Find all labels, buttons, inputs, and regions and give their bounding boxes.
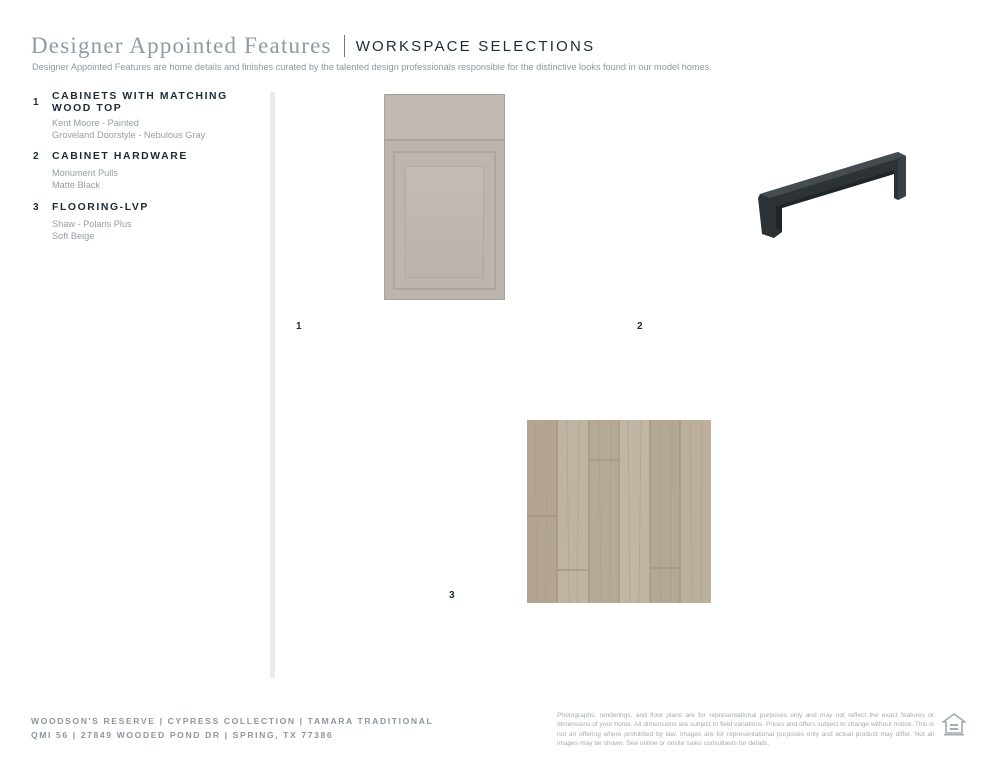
- feature-item: [33, 202, 265, 242]
- disclaimer: Photographs, renderings, and floor plans are for representational purposes only and may not reflect the exact features or dimensions of your home. All dimensions are subject to field variations. Prices and offers subject to change without notice. This is not an offering where prohibited by law. Images are for representational purposes only and actual product may differ. Not all images may be shown. See online or onsite sales consultants for details.: [557, 712, 934, 747]
- feature-number: 2: [33, 151, 39, 162]
- feature-title: FLOORING-LVP: [52, 202, 149, 213]
- feature-detail: Matte Black: [52, 180, 100, 190]
- community-info: [31, 715, 433, 742]
- flooring-swatch: [527, 420, 711, 603]
- title-divider: [344, 35, 345, 57]
- feature-detail: Soft Beige: [52, 231, 95, 241]
- cabinet-door-frame: [393, 151, 496, 290]
- image-label: 1: [296, 321, 302, 332]
- feature-item: [33, 151, 265, 191]
- equal-housing-opportunity-icon: [942, 713, 966, 737]
- image-label: 3: [449, 590, 455, 601]
- image-label: 2: [637, 321, 643, 332]
- address-line: QMI 56 | 27849 WOODED POND DR | SPRING, TX 77386: [31, 729, 334, 740]
- feature-title: CABINET HARDWARE: [52, 151, 188, 162]
- feature-detail: Shaw - Polaris Plus: [52, 219, 132, 229]
- feature-detail: Groveland Doorstyle - Nebulous Gray: [52, 130, 206, 140]
- page-title: Designer Appointed Features: [31, 33, 332, 58]
- community-line: WOODSON'S RESERVE | CYPRESS COLLECTION | TAMARA TRADITIONAL: [31, 716, 434, 726]
- feature-number: 3: [33, 202, 39, 213]
- cabinet-door-panel: [405, 166, 484, 278]
- page-header: [31, 33, 595, 59]
- feature-title: CABINETS WITH MATCHING WOOD TOP: [52, 91, 228, 114]
- cabinet-drawer-front: [385, 95, 504, 141]
- cabinet-pull-swatch: [752, 146, 914, 246]
- feature-detail: Kent Moore - Painted: [52, 118, 139, 128]
- feature-list: [33, 91, 265, 253]
- intro-text: Designer Appointed Features are home details and finishes curated by the talented design professionals responsible for the distinctive looks found in our model homes.: [32, 62, 712, 72]
- vertical-divider: [270, 92, 275, 678]
- cabinet-door-swatch: [384, 94, 505, 300]
- page-subtitle: WORKSPACE SELECTIONS: [355, 37, 596, 55]
- feature-detail: Monument Pulls: [52, 168, 118, 178]
- feature-number: 1: [33, 97, 39, 108]
- feature-item: [33, 91, 265, 141]
